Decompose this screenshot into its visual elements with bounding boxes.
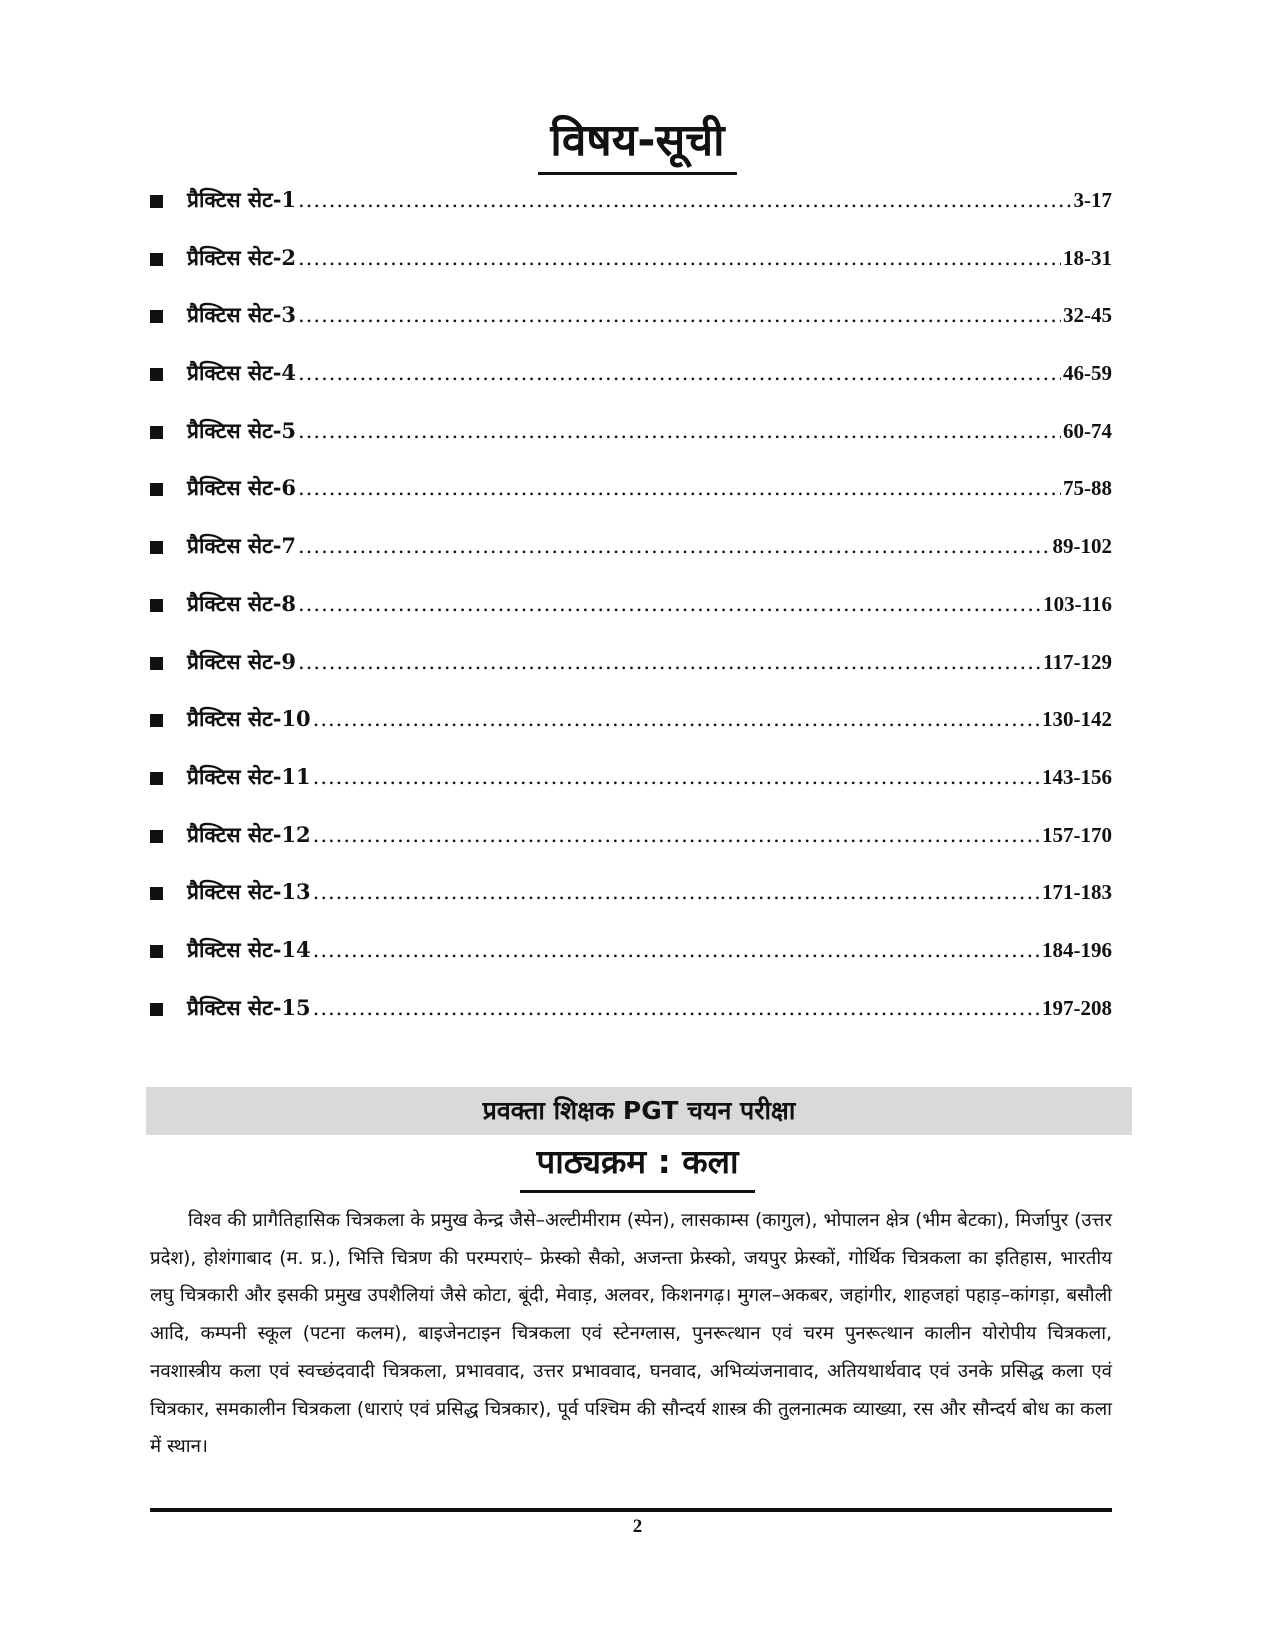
toc-label: प्रैक्टिस सेट-3 bbox=[187, 302, 297, 328]
toc-item bbox=[150, 301, 1112, 359]
toc-label: प्रैक्टिस सेट-5 bbox=[187, 417, 297, 443]
square-bullet-icon bbox=[150, 887, 163, 900]
toc-item bbox=[150, 186, 1112, 244]
square-bullet-icon bbox=[150, 599, 163, 612]
syllabus-text: विश्व की प्रागैतिहासिक चित्रकला के प्रमुख केन्द्र जैसे–अल्टीमीराम (स्पेन), लासकाम्स (कागुल), भोपालन क्षेत्र (भीम बेटका), मिर्जापुर (उत्तर प्रदेश), होशंगाबाद (म. प्र.), भित्ति चित्रण की परम्पराएं– फ्रेस्को सैको, अजन्ता फ्रेस्को, जयपुर फ्रेस्कों, गोर्थिक चित्रकला का इतिहास, भारतीय लघु चित्रकारी और इसकी प्रमुख उपशैलियां जैसे कोटा, बूंदी, मेवाड़, अलवर, किशनगढ़। मुगल–अकबर, जहांगीर, शाहजहां पहाड़–कांगड़ा, बसौली आदि, कम्पनी स्कूल (पटना कलम), बाइजेनटाइन चित्रकला एवं स्टेनग्लास, पुनरूत्थान एवं चरम पुनरूत्थान कालीन योरोपीय चित्रकला, नवशास्त्रीय कला एवं स्वच्छंदवादी चित्रकला, प्रभाववाद, उत्तर प्रभाववाद, घनवाद, अभिव्यंजनावाद, अतियथार्थवाद एवं उनके प्रसिद्ध कला एवं चित्रकार, समकालीन चित्रकला (धाराएं एवं प्रसिद्ध चित्रकार), पूर्व पश्चिम की सौन्दर्य शास्त्र की तुलनात्मक व्याख्या, रस और सौन्दर्य बोध का कला में स्थान। bbox=[150, 1210, 1112, 1458]
toc-pages: 60-74 bbox=[1063, 418, 1112, 443]
toc-label: प्रैक्टिस सेट-7 bbox=[187, 533, 297, 559]
square-bullet-icon bbox=[150, 310, 163, 323]
toc-label: प्रैक्टिस सेट-4 bbox=[187, 360, 297, 386]
toc-item bbox=[150, 648, 1112, 706]
square-bullet-icon bbox=[150, 714, 163, 727]
toc-item bbox=[150, 821, 1112, 879]
toc-label: प्रैक्टिस सेट-6 bbox=[187, 475, 297, 501]
page-title: विषय-सूची bbox=[538, 112, 736, 175]
toc-pages: 157-170 bbox=[1042, 822, 1112, 847]
toc-label: प्रैक्टिस सेट-14 bbox=[187, 936, 311, 962]
square-bullet-icon bbox=[150, 253, 163, 266]
toc-label: प्रैक्टिस सेट-1 bbox=[187, 187, 297, 212]
dot-leader bbox=[313, 996, 1040, 1020]
toc-pages: 32-45 bbox=[1063, 303, 1112, 328]
toc-pages: 89-102 bbox=[1052, 534, 1112, 559]
dot-leader bbox=[298, 534, 1050, 558]
dot-leader bbox=[298, 419, 1061, 443]
dot-leader bbox=[313, 765, 1040, 789]
toc-item bbox=[150, 994, 1112, 1052]
dot-leader bbox=[313, 938, 1040, 962]
dot-leader bbox=[298, 592, 1041, 616]
dot-leader bbox=[298, 361, 1061, 385]
toc-item bbox=[150, 417, 1112, 475]
toc-label: प्रैक्टिस सेट-13 bbox=[187, 879, 311, 905]
toc-item bbox=[150, 474, 1112, 532]
toc-pages: 171-183 bbox=[1042, 880, 1112, 905]
toc-pages: 117-129 bbox=[1043, 649, 1112, 674]
exam-band: प्रवक्ता शिक्षक PGT चयन परीक्षा bbox=[146, 1087, 1132, 1135]
toc-pages: 75-88 bbox=[1063, 476, 1112, 501]
toc-item bbox=[150, 763, 1112, 821]
toc-label: प्रैक्टिस सेट-15 bbox=[187, 994, 311, 1020]
toc-label: प्रैक्टिस सेट-8 bbox=[187, 590, 297, 616]
toc-label: प्रैक्टिस सेट-9 bbox=[187, 648, 297, 674]
square-bullet-icon bbox=[150, 426, 163, 439]
toc-item bbox=[150, 936, 1112, 994]
toc-item bbox=[150, 359, 1112, 417]
toc-label: प्रैक्टिस सेट-12 bbox=[187, 821, 311, 847]
toc-item bbox=[150, 878, 1112, 936]
syllabus-title-block bbox=[0, 1136, 1275, 1193]
square-bullet-icon bbox=[150, 830, 163, 843]
toc-label: प्रैक्टिस सेट-10 bbox=[187, 706, 311, 732]
footer-rule bbox=[150, 1508, 1112, 1512]
toc-pages: 143-156 bbox=[1042, 764, 1112, 789]
square-bullet-icon bbox=[150, 541, 163, 554]
toc-item bbox=[150, 244, 1112, 302]
square-bullet-icon bbox=[150, 945, 163, 958]
toc-item bbox=[150, 705, 1112, 763]
toc-pages: 18-31 bbox=[1063, 245, 1112, 270]
toc-pages: 46-59 bbox=[1063, 361, 1112, 386]
toc-pages: 197-208 bbox=[1042, 995, 1112, 1020]
toc-pages: 184-196 bbox=[1042, 937, 1112, 962]
square-bullet-icon bbox=[150, 195, 163, 208]
toc-pages: 3-17 bbox=[1073, 188, 1112, 212]
toc-item bbox=[150, 532, 1112, 590]
dot-leader bbox=[298, 303, 1061, 327]
dot-leader bbox=[298, 650, 1041, 674]
table-of-contents bbox=[150, 186, 1112, 1051]
dot-leader bbox=[313, 880, 1040, 904]
dot-leader bbox=[298, 246, 1061, 270]
square-bullet-icon bbox=[150, 772, 163, 785]
dot-leader bbox=[298, 188, 1071, 212]
page-number: 2 bbox=[632, 1516, 643, 1537]
toc-item bbox=[150, 590, 1112, 648]
toc-pages: 130-142 bbox=[1042, 707, 1112, 732]
square-bullet-icon bbox=[150, 483, 163, 496]
square-bullet-icon bbox=[150, 657, 163, 670]
toc-label: प्रैक्टिस सेट-11 bbox=[187, 763, 311, 789]
dot-leader bbox=[313, 707, 1040, 731]
square-bullet-icon bbox=[150, 1003, 163, 1016]
dot-leader bbox=[298, 476, 1061, 500]
toc-pages: 103-116 bbox=[1043, 591, 1112, 616]
square-bullet-icon bbox=[150, 368, 163, 381]
dot-leader bbox=[313, 823, 1040, 847]
toc-label: प्रैक्टिस सेट-2 bbox=[187, 244, 297, 270]
syllabus-title: पाठ्यक्रम : कला bbox=[520, 1136, 754, 1193]
title-block bbox=[0, 112, 1275, 175]
